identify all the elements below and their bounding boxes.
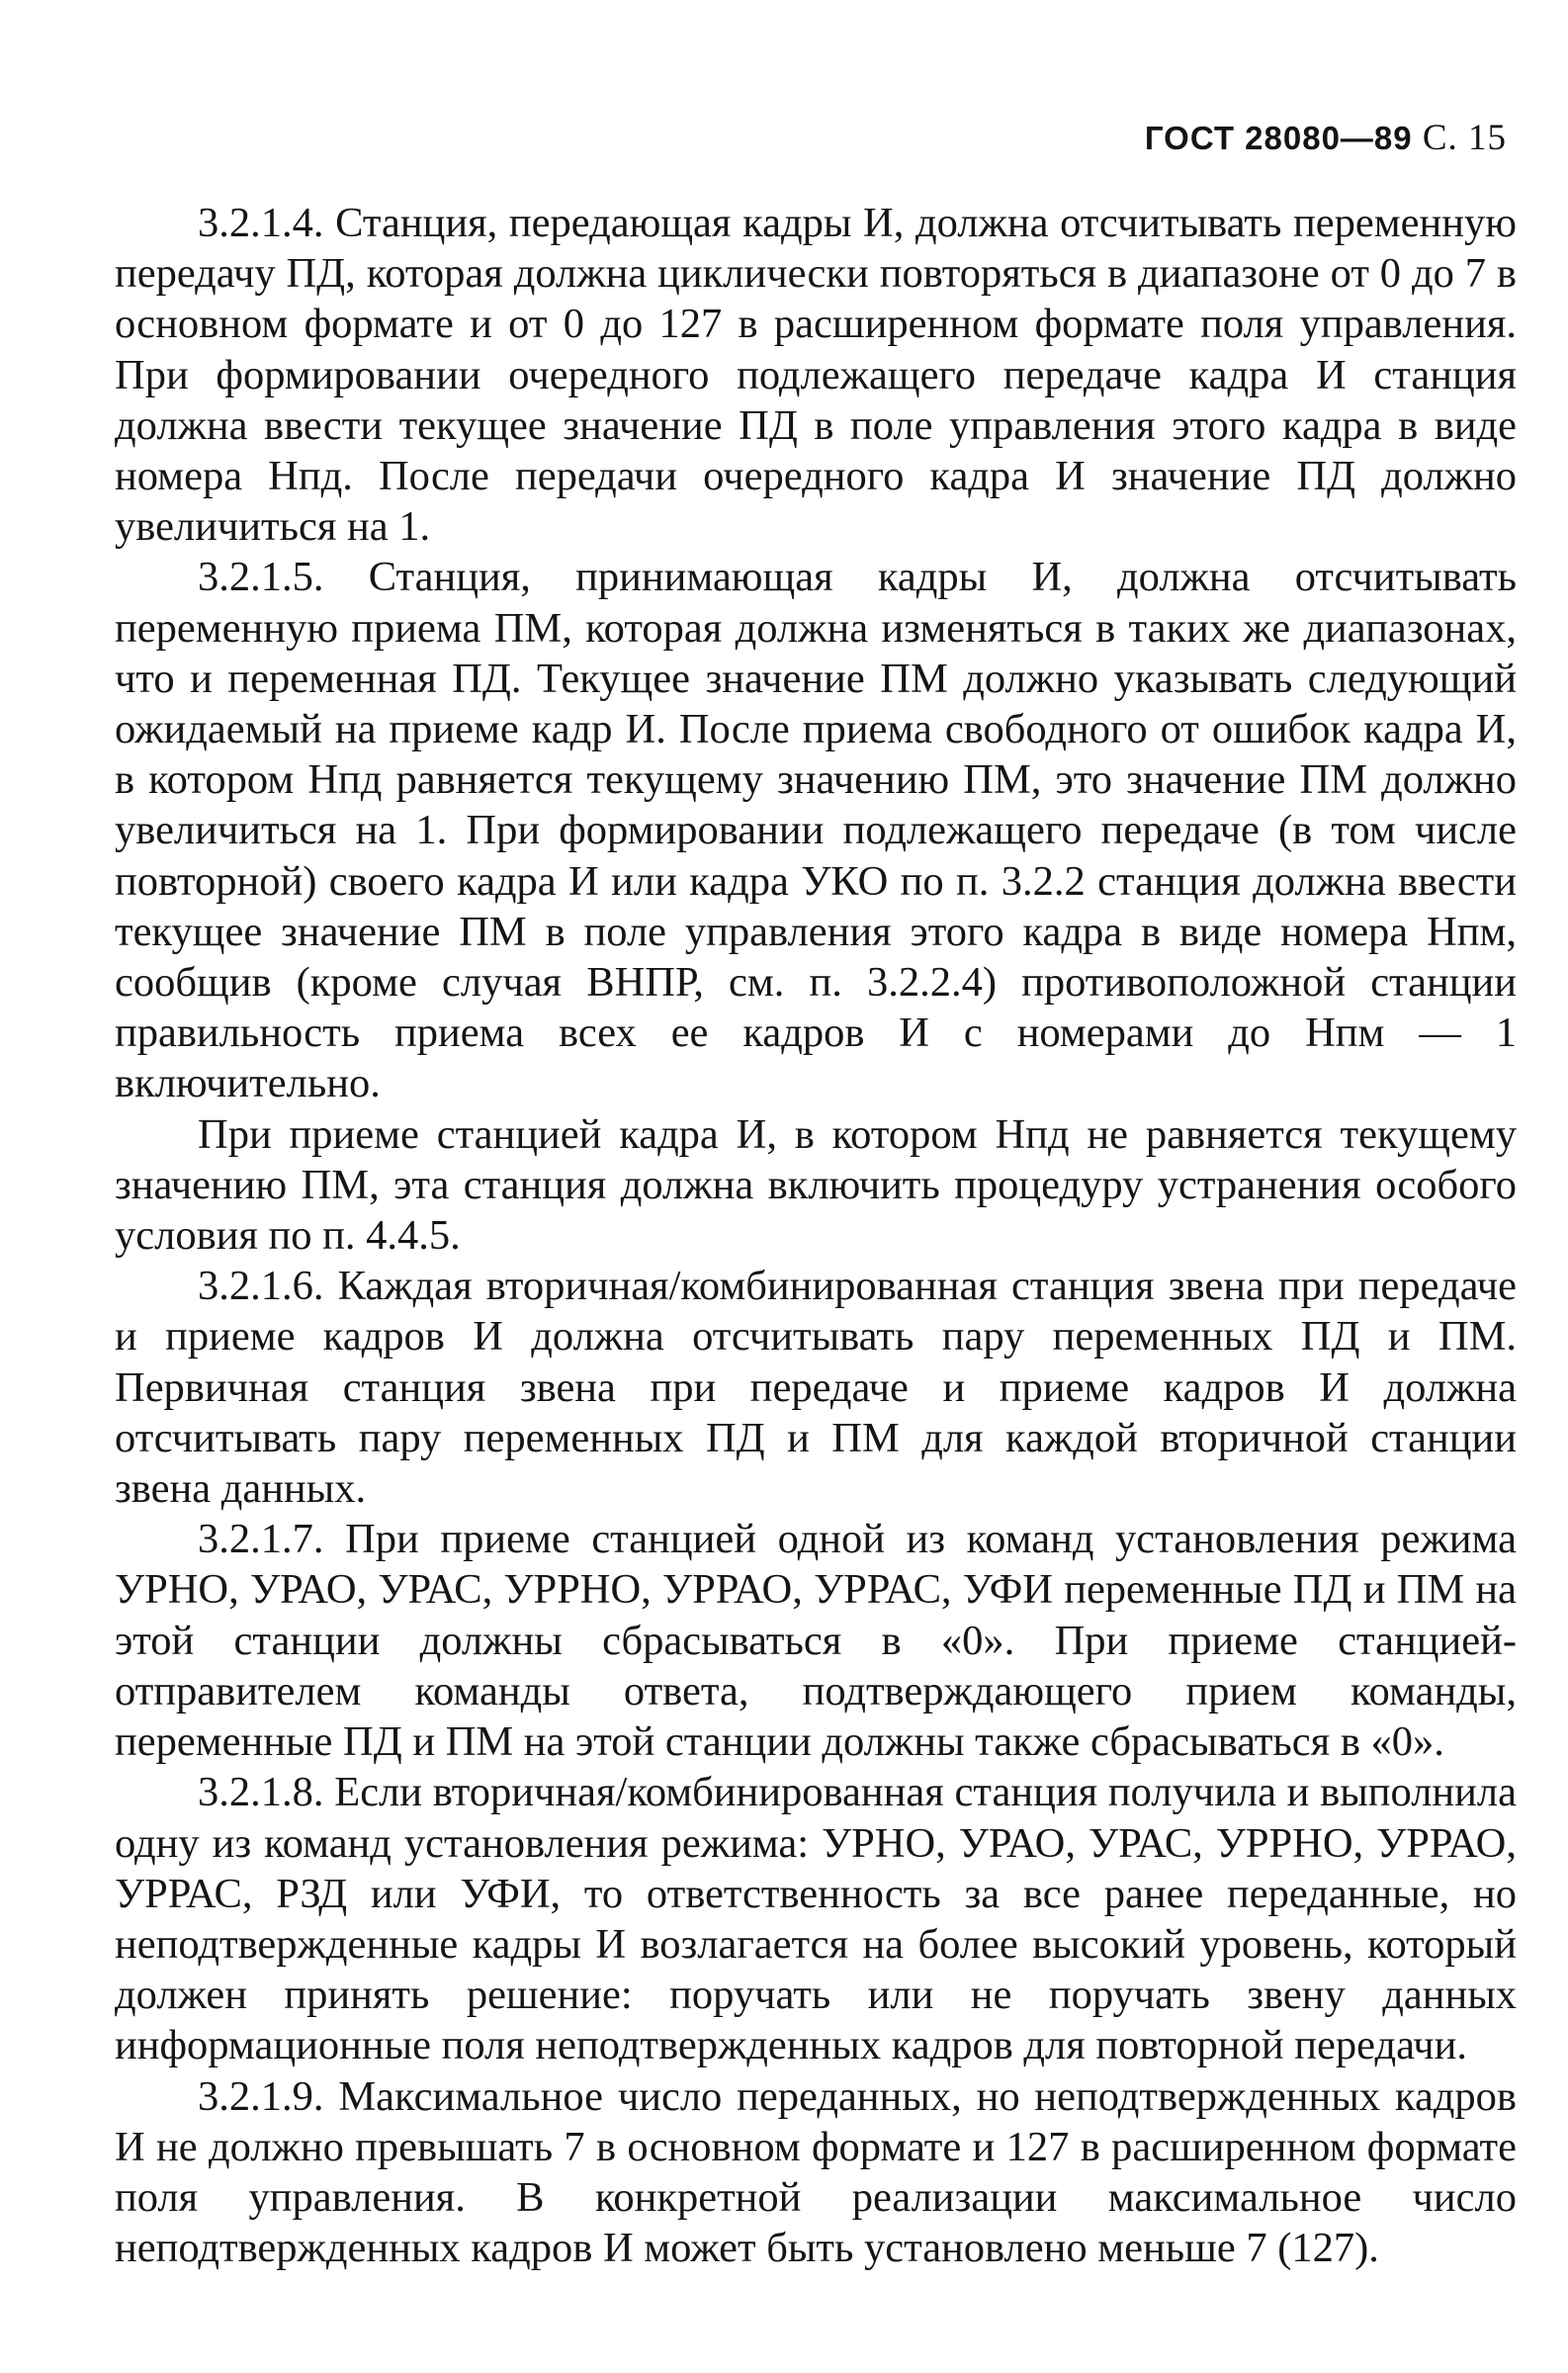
page-number: С. 15 [1422, 118, 1507, 158]
running-header [1145, 117, 1507, 159]
paragraph-3-2-1-8: 3.2.1.8. Если вторичная/комбинированная станция получила и выполнила одну из команд установления режима: УРНО, УРАО, УРАС, УРРНО, УРРАО, УРРАС, РЗД или УФИ, то ответственность за все ранее переданные, но неподтвержденные кадры И возлагается на более высокий уровень, который должен принять решение: поручать или не поручать звену данных информационные поля неподтвержденных кадров для повторной передачи. [115, 1769, 1517, 2069]
body-text [115, 198, 1517, 2273]
paragraph-3-2-1-7: 3.2.1.7. При приеме станцией одной из команд установления режима УРНО, УРАО, УРАС, УРРНО, УРРАО, УРРАС, УФИ переменные ПД и ПМ на этой станции должны сбрасываться в «0». При приеме станцией-отправителем команды ответа, подтверждающего прием команды, переменные ПД и ПМ на этой станции должны также сбрасываться в «0». [115, 1516, 1517, 1766]
paragraph-3-2-1-6: 3.2.1.6. Каждая вторичная/комбинированная станция звена при передаче и приеме кадров И должна отсчитывать пару переменных ПД и ПМ. Первичная станция звена при передаче и приеме кадров И должна отсчитывать пару переменных ПД и ПМ для каждой вторичной станции звена данных. [115, 1263, 1517, 1513]
standard-number: ГОСТ 28080—89 [1144, 120, 1413, 156]
paragraph-3-2-1-4: 3.2.1.4. Станция, передающая кадры И, должна отсчитывать переменную передачу ПД, которая должна циклически повторяться в диапазоне от 0 до 7 в основном формате и от 0 до 127 в расширенном формате поля управления. При формировании очередного подлежащего передаче кадра И станция должна ввести текущее значение ПД в поле управления этого кадра в виде номера Нпд. После передачи очередного кадра И значение ПД должно увеличиться на 1. [115, 200, 1517, 551]
paragraph-3-2-1-5-continuation: При приеме станцией кадра И, в котором Нпд не равняется текущему значению ПМ, эта станция должна включить процедуру устранения особого условия по п. 4.4.5. [115, 1110, 1517, 1260]
paragraph-3-2-1-5: 3.2.1.5. Станция, принимающая кадры И, должна отсчитывать переменную приема ПМ, которая должна изменяться в таких же диапазонах, что и переменная ПД. Текущее значение ПМ должно указывать следующий ожидаемый на приеме кадр И. После приема свободного от ошибок кадра И, в котором Нпд равняется текущему значению ПМ, это значение ПМ должно увеличиться на 1. При формировании подлежащего передаче (в том числе повторной) своего кадра И или кадра УКО по п. 3.2.2 станция должна ввести текущее значение ПМ в поле управления этого кадра в виде номера Нпм, сообщив (кроме случая ВНПР, см. п. 3.2.2.4) противоположной станции правильность приема всех ее кадров И с номерами до Нпм — 1 включительно. [115, 554, 1517, 1107]
paragraph-3-2-1-9: 3.2.1.9. Максимальное число переданных, но неподтвержденных кадров И не должно превышать 7 в основном формате и 127 в расширенном формате поля управления. В конкретной реализации максимальное число неподтвержденных кадров И может быть установлено меньше 7 (127). [115, 2072, 1517, 2272]
